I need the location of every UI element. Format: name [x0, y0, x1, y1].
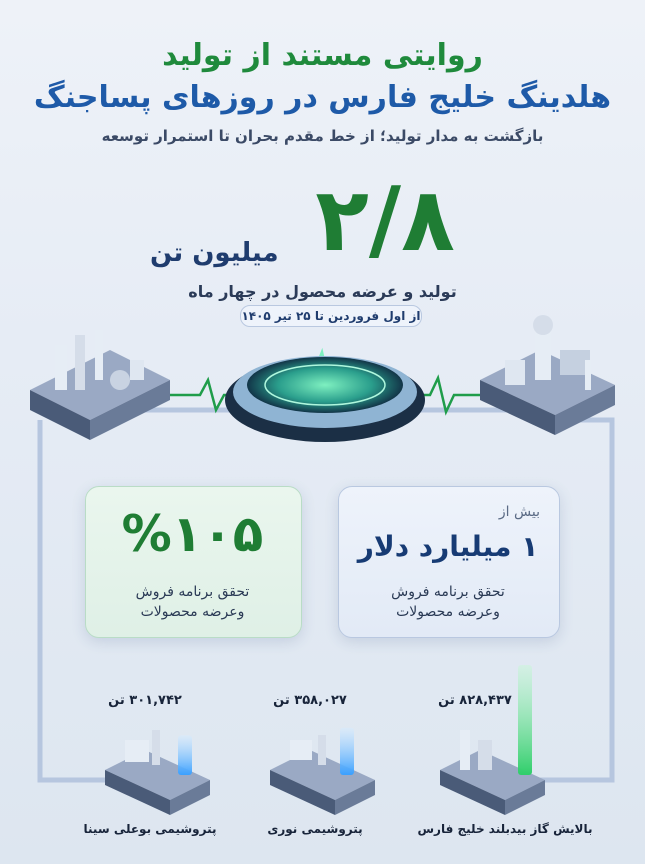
sales-amount-label-2: وعرضه محصولات [396, 604, 500, 620]
plant-value-buali: ۳۰۱,۷۴۲ تن [108, 693, 182, 708]
plant-value-noori: ۳۵۸,۰۲۷ تن [273, 693, 347, 708]
refinery-left-icon [30, 330, 170, 440]
plant-name-noori: پتروشیمی نوری [267, 822, 363, 836]
plant-icon [270, 735, 375, 815]
level-tube [340, 728, 354, 775]
date-range-badge: از اول فروردین تا ۲۵ تیر ۱۴۰۵ [240, 305, 422, 327]
refinery-right-icon [480, 315, 615, 435]
sales-amount-value: ۱ میلیارد دلار [357, 530, 539, 563]
hero-label: تولید و عرضه محصول در چهار ماه [188, 282, 457, 301]
page-title-line2: هلدینگ خلیج فارس در روزهای پساجنگ [33, 80, 612, 115]
sales-amount-label-1: تحقق برنامه فروش [391, 584, 505, 600]
page-subtitle: بازگشت به مدار تولید؛ از خط مقدم بحران تا استمرار توسعه [101, 127, 544, 145]
plant-icon [105, 730, 210, 815]
level-tube [178, 735, 192, 775]
plant-name-bidboland: بالایش گاز بیدبلند خلیج فارس [417, 822, 593, 836]
sales-percent-label-2: وعرضه محصولات [140, 604, 245, 620]
central-hub-icon [225, 356, 425, 442]
level-tube [518, 665, 532, 775]
sales-percent-value: %۱۰۵ [121, 505, 264, 563]
plant-name-buali: پتروشیمی بوعلی سینا [83, 822, 217, 836]
hero-value: ۲/۸ [315, 168, 455, 271]
sales-amount-prefix: بیش از [498, 504, 540, 520]
hero-unit: میلیون تن [150, 238, 279, 268]
plant-value-bidboland: ۸۲۸,۴۳۷ تن [438, 693, 512, 708]
sales-percent-label-1: تحقق برنامه فروش [135, 584, 250, 600]
page-title-line1: روایتی مستند از تولید [162, 38, 483, 73]
